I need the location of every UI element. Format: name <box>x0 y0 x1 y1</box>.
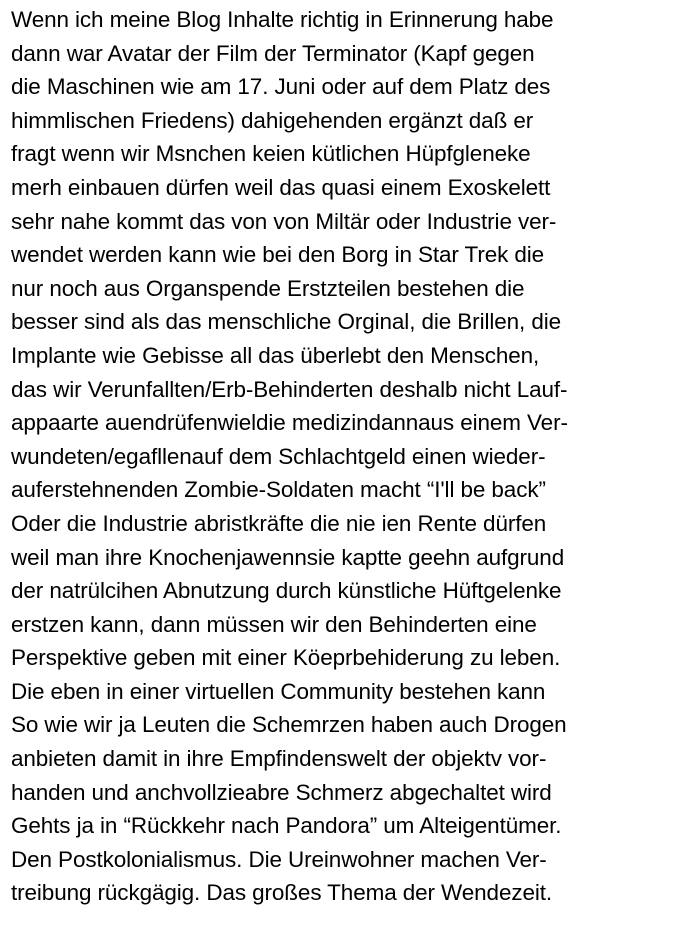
text-line: die Maschinen wie am 17. Juni oder auf dem Platz des <box>11 74 551 100</box>
text-line: sehr nahe kommt das von von Miltär oder Industrie ver- <box>11 208 557 234</box>
text-line: nur noch aus Organspende Erstzteilen bestehen die <box>11 275 525 301</box>
text-line: So wie wir ja Leuten die Schemrzen haben auch Drogen <box>11 712 567 738</box>
text-line: handen und anchvollzieabre Schmerz abgechaltet wird <box>11 779 552 805</box>
text-line: Wenn ich meine Blog Inhalte richtig in Erinnerung habe <box>11 7 554 32</box>
text-line: weil man ihre Knochenjawennsie kaptte geehn aufgrund <box>11 544 565 570</box>
text-line: auferstehnenden Zombie-Soldaten macht “I'll be back” <box>11 477 546 503</box>
text-line: besser sind als das menschliche Orginal, die Brillen, die <box>11 309 562 335</box>
text-line: Gehts ja in “Rückkehr nach Pandora” um Alteigentümer. <box>11 813 562 839</box>
text-line: anbieten damit in ihre Empfindenswelt der objektv vor- <box>11 746 547 772</box>
text-line: fragt wenn wir Msnchen keien kütlichen Hüpfgleneke <box>11 141 531 167</box>
text-line: merh einbauen dürfen weil das quasi einem Exoskelett <box>11 174 551 200</box>
text-line: das wir Verunfallten/Erb-Behinderten deshalb nicht Lauf- <box>11 376 568 402</box>
body-text <box>11 3 681 910</box>
text-line: erstzen kann, dann müssen wir den Behinderten eine <box>11 611 537 637</box>
text-line: wendet werden kann wie bei den Borg in Star Trek die <box>11 242 545 268</box>
text-line: appaarte auendrüfenwieldie medizindannaus einem Ver- <box>11 410 568 436</box>
text-line: Perspektive geben mit einer Köeprbehiderung zu leben. <box>11 645 561 671</box>
text-line: Die eben in einer virtuellen Community bestehen kann <box>11 678 546 704</box>
text-line: himmlischen Friedens) dahigehenden ergänzt daß er <box>11 107 534 133</box>
text-line: dann war Avatar der Film der Terminator (Kapf gegen <box>11 40 535 66</box>
text-line: treibung rückgägig. Das großes Thema der Wendezeit. <box>11 880 553 906</box>
text-line: Implante wie Gebisse all das überlebt den Menschen, <box>11 342 540 368</box>
text-line: wundeten/egafllenauf dem Schlachtgeld einen wieder- <box>11 443 546 469</box>
text-line: Oder die Industrie abristkräfte die nie ien Rente dürfen <box>11 510 547 536</box>
text-line: der natrülcihen Abnutzung durch künstliche Hüftgelenke <box>11 578 562 604</box>
text-line: Den Postkolonialismus. Die Ureinwohner machen Ver- <box>11 846 547 872</box>
